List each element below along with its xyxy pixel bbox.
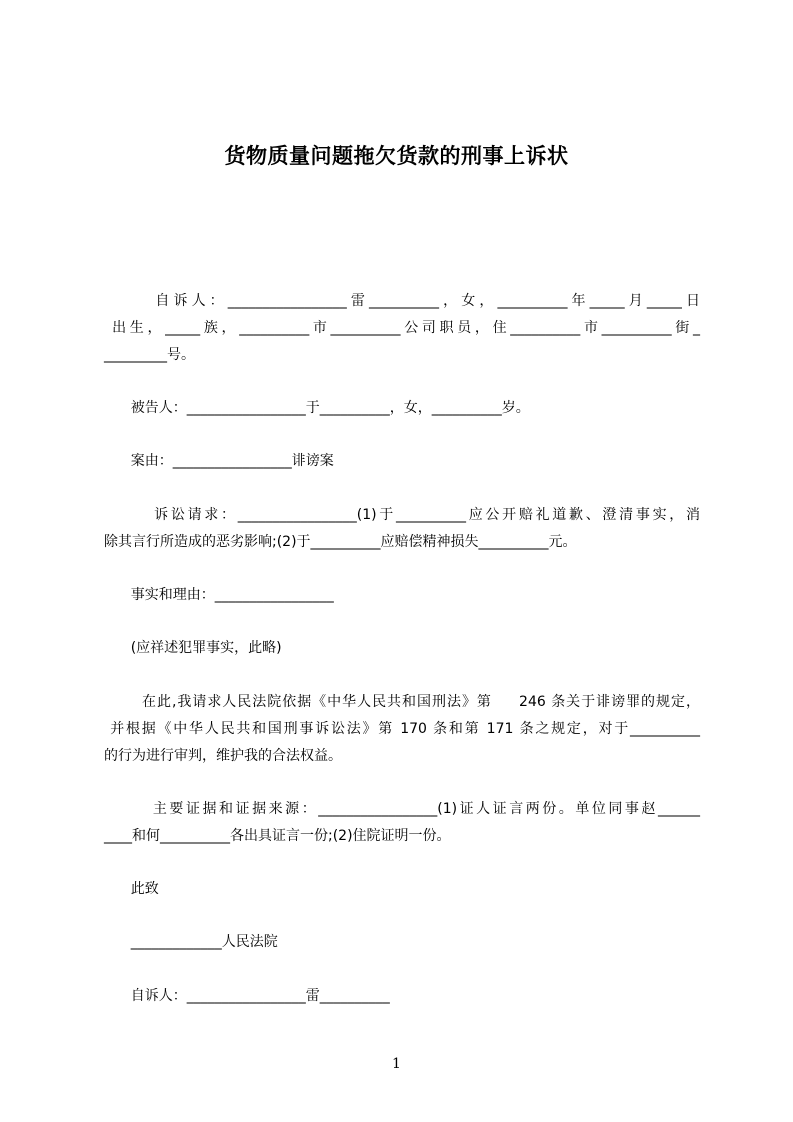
case-cause-line: 案由：_________________诽谤案 bbox=[104, 453, 334, 469]
page-number: 1 bbox=[392, 1056, 401, 1072]
court-line: _____________人民法院 bbox=[104, 934, 278, 950]
signature-line: 自诉人：_________________雷__________ bbox=[104, 988, 390, 1004]
page-title: 货物质量问题拖欠货款的刑事上诉状 bbox=[224, 144, 569, 168]
request-line-3: 的行为进行审判，维护我的合法权益。 bbox=[104, 748, 342, 764]
facts-note: (应祥述犯罪事实，此略) bbox=[104, 640, 282, 656]
request-line-2: 并根据《中华人民共和国刑事诉讼法》第 170 条和第 171 条之规定，对于__________ bbox=[104, 721, 700, 737]
claims-line-1: 诉讼请求：_________________(1)于__________应公开赔礼道歉、澄清事实，消 bbox=[104, 507, 700, 523]
claims-line-2: 除其言行所造成的恶劣影响;(2)于__________应赔偿精神损失__________元。 bbox=[104, 534, 577, 550]
evidence-line-2: ____和何__________各出具证言一份;(2)住院证明一份。 bbox=[104, 828, 451, 844]
plaintiff-line-3: _________号。 bbox=[104, 347, 195, 363]
evidence-line-1: 主要证据和证据来源：_________________(1)证人证言两份。单位同事赵______ bbox=[104, 801, 700, 817]
plaintiff-line-1: 自诉人：_________________雷__________，女，__________年_____月_____日 bbox=[104, 293, 700, 309]
facts-line: 事实和理由：_________________ bbox=[104, 587, 334, 603]
request-line-1: 在此,我请求人民法院依据《中华人民共和国刑法》第 246 条关于诽谤罪的规定， bbox=[104, 694, 700, 710]
plaintiff-line-2: 出生，_____族，__________市__________公司职员，住__________市__________街_ bbox=[104, 320, 700, 336]
closing-line: 此致 bbox=[104, 881, 159, 897]
defendant-line: 被告人：_________________于__________，女，__________岁。 bbox=[104, 400, 530, 416]
